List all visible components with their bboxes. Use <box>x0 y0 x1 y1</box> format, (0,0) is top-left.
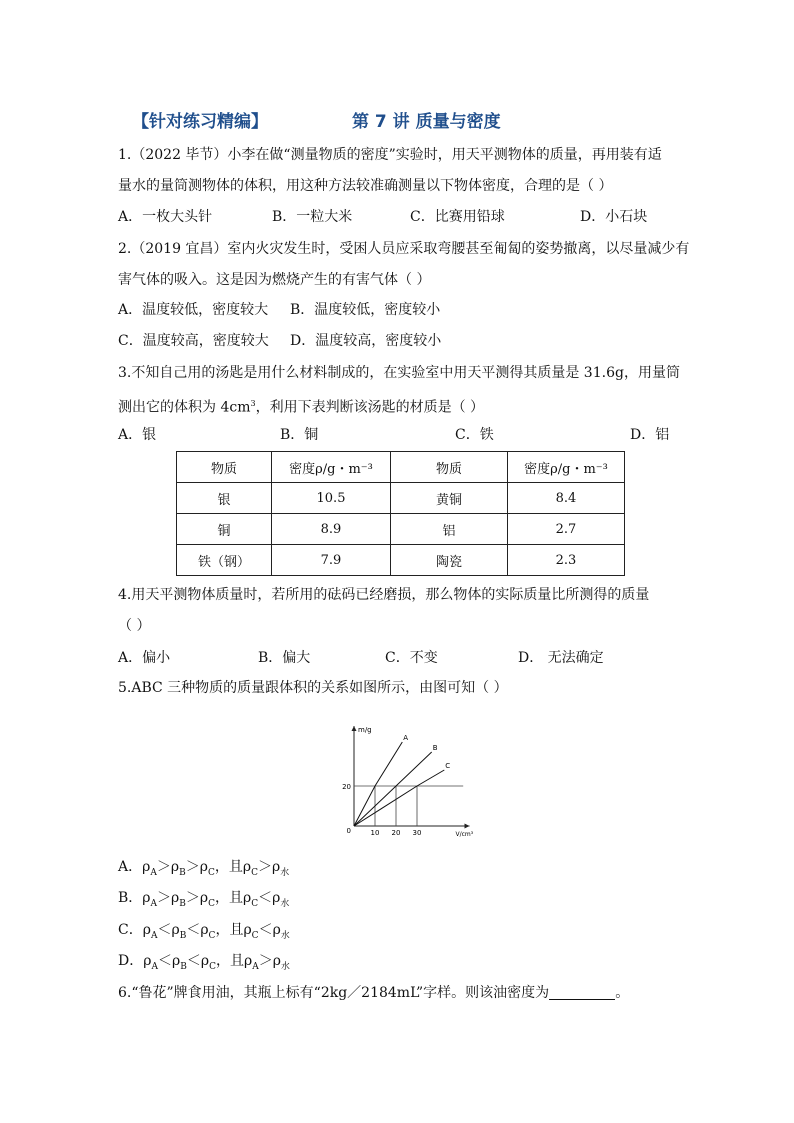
q5-option-a-text: $\rho_A>\rho_B>\rho_C$，且$\rho_C>\rho_水$ <box>142 859 290 878</box>
x-tick-label: 10 <box>370 829 380 837</box>
q3-option-b: B．铜 <box>280 427 319 443</box>
y-tick-label: 20 <box>342 783 351 791</box>
header <box>132 107 692 133</box>
table-cell: 7.9 <box>272 545 391 576</box>
q4-option-c: C．不变 <box>385 650 438 666</box>
q5-option-d <box>118 951 290 977</box>
q6-end: 。 <box>615 985 630 1001</box>
q5-option-c-label: C． <box>118 922 143 938</box>
table-row <box>177 545 625 576</box>
q6-text: 6.“鲁花”牌食用油，其瓶上标有“2kg／2184mL”字样。则该油密度为 <box>118 985 550 1001</box>
table-cell: 黄铜 <box>391 483 508 514</box>
series-line-b <box>354 752 432 826</box>
table-cell: 银 <box>177 483 272 514</box>
q1-line-1: 1.（2022 毕节）小李在做“测量物质的密度”实验时，用天平测物体的质量，再用装有适 <box>118 147 662 163</box>
table-cell: 铜 <box>177 514 272 545</box>
table-row <box>177 514 625 545</box>
table-header-cell: 物质 <box>391 452 508 483</box>
q5-option-c <box>118 920 290 946</box>
q2-option-c: C．温度较高，密度较大 <box>118 333 269 349</box>
y-axis-arrow <box>352 726 357 731</box>
q4-option-a: A．偏小 <box>118 650 171 666</box>
q5-option-b-label: B． <box>118 890 143 906</box>
q2-option-d: D．温度较高，密度较小 <box>290 333 442 349</box>
q5-option-c-text: $\rho_A<\rho_B<\rho_C$，且$\rho_C<\rho_水$ <box>142 922 290 941</box>
density-table <box>176 451 625 576</box>
table-cell: 10.5 <box>272 483 391 514</box>
q1-option-a: A．一枚大头针 <box>118 209 213 225</box>
q5-option-b <box>118 888 289 914</box>
table-cell: 陶瓷 <box>391 545 508 576</box>
origin-label: 0 <box>346 827 351 835</box>
table-row <box>177 483 625 514</box>
q3-line-2 <box>118 394 688 418</box>
y-axis-label: m/g <box>358 726 372 734</box>
mass-volume-chart <box>330 712 490 842</box>
q6-answer-blank[interactable] <box>549 985 615 1000</box>
table-cell: 8.4 <box>508 483 625 514</box>
q1-option-c: C．比赛用铅球 <box>410 209 505 225</box>
table-cell: 2.3 <box>508 545 625 576</box>
density-table-header-row <box>177 452 625 483</box>
table-cell: 铁（钢） <box>177 545 272 576</box>
header-lesson-title: 第 7 讲 质量与密度 <box>352 112 501 132</box>
header-section-label: 【针对练习精编】 <box>132 112 268 132</box>
q6-line-1 <box>118 983 688 1003</box>
q3-line-1: 3.不知自己用的汤匙是用什么材料制成的，在实验室中用天平测得其质量是 31.6g，用量筒 <box>118 365 680 381</box>
series-label-c: C <box>445 762 451 770</box>
table-cell: 2.7 <box>508 514 625 545</box>
table-header-cell: 密度ρ/g・m⁻³ <box>272 452 391 483</box>
q5-option-d-text: $\rho_A<\rho_B<\rho_C$，且$\rho_A>\rho_水$ <box>143 953 290 972</box>
q2-line-1: 2.（2019 宜昌）室内火灾发生时，受困人员应采取弯腰甚至匍匐的姿势撤离，以尽量减少有 <box>118 241 690 257</box>
table-cell: 铝 <box>391 514 508 545</box>
q3-line-2-post: ，利用下表判断该汤匙的材质是（ ） <box>255 399 485 416</box>
q3-line-2-sup: 3 <box>250 399 256 408</box>
q3-option-a: A．银 <box>118 427 157 443</box>
q5-option-a <box>118 857 289 883</box>
x-axis-label: V/cm³ <box>455 831 474 838</box>
q3-option-d: D．铝 <box>630 427 670 443</box>
q4-option-b: B．偏大 <box>258 650 311 666</box>
series-label-a: A <box>403 734 409 742</box>
q5-option-a-label: A． <box>118 859 143 875</box>
series-label-b: B <box>432 744 438 752</box>
q3-line-2-pre: 测出它的体积为 4cm <box>118 399 251 416</box>
x-tick-label: 30 <box>412 829 422 837</box>
x-tick-label: 20 <box>391 829 401 837</box>
series-line-a <box>354 742 402 826</box>
q4-option-d: D． 无法确定 <box>518 650 604 666</box>
q5-line-1: 5.ABC 三种物质的质量跟体积的关系如图所示，由图可知（ ） <box>118 680 508 696</box>
q1-option-d: D．小石块 <box>580 209 648 225</box>
table-header-cell: 物质 <box>177 452 272 483</box>
q4-line-2: （ ） <box>118 618 151 634</box>
q2-line-2: 害气体的吸入。这是因为燃烧产生的有害气体（ ） <box>118 272 431 288</box>
q5-option-d-label: D． <box>118 953 144 969</box>
q1-line-2: 量水的量筒测物体的体积，用这种方法较准确测量以下物体密度，合理的是（ ） <box>118 178 613 194</box>
q3-option-c: C．铁 <box>455 427 494 443</box>
q2-option-a: A．温度较低，密度较大 <box>118 302 269 318</box>
x-axis-arrow <box>465 824 470 829</box>
table-cell: 8.9 <box>272 514 391 545</box>
q5-option-b-text: $\rho_A>\rho_B>\rho_C$，且$\rho_C<\rho_水$ <box>142 890 290 909</box>
q1-option-b: B．一粒大米 <box>272 209 353 225</box>
table-header-cell: 密度ρ/g・m⁻³ <box>508 452 625 483</box>
q2-option-b: B．温度较低，密度较小 <box>290 302 441 318</box>
series-line-c <box>354 770 444 826</box>
q4-line-1: 4.用天平测物体质量时，若所用的砝码已经磨损，那么物体的实际质量比所测得的质量 <box>118 587 650 603</box>
